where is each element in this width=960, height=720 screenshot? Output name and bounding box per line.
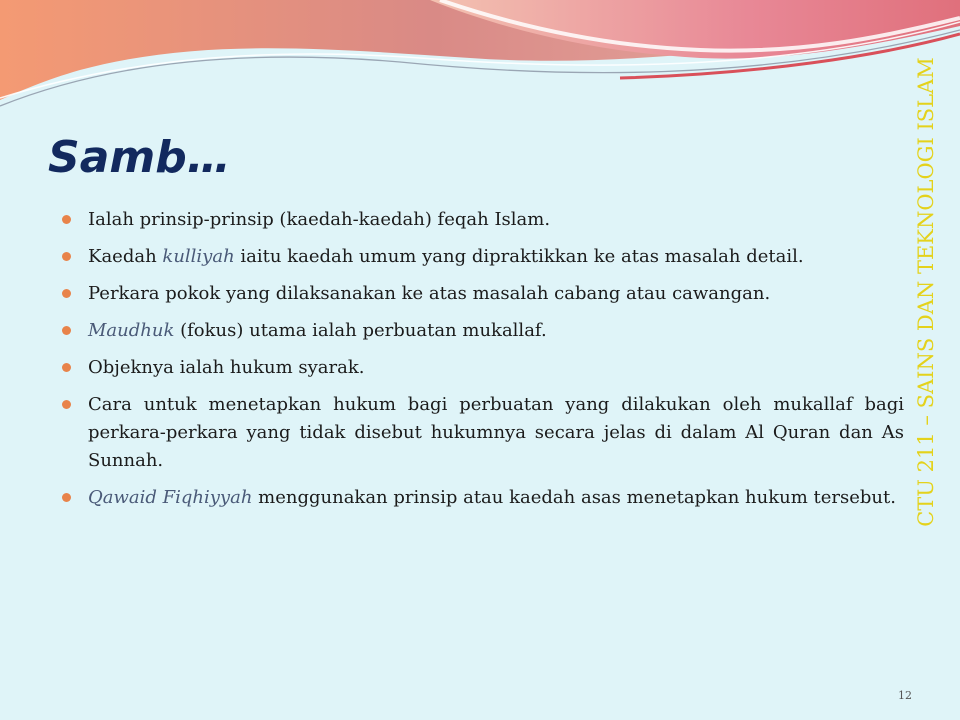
bullet-list [62,206,904,521]
bullet-text-2a: Kaedah [88,246,163,267]
bullet-text-4b: (fokus) utama ialah perbuatan mukallaf. [174,320,547,341]
bullet-text-2b: kulliyah [162,246,235,267]
bullet-text-7b: menggunakan prinsip atau kaedah asas menetapkan hukum tersebut. [252,487,896,508]
bullet-text-1: Ialah prinsip-prinsip (kaedah-kaedah) feqah Islam. [88,209,551,230]
bullet-text-2c: iaitu kaedah umum yang dipraktikkan ke atas masalah detail. [234,246,804,267]
bullet-dot-icon [62,493,71,502]
bullet-item [62,317,904,345]
bullet-dot-icon [62,252,71,261]
bullet-text-5: Objeknya ialah hukum syarak. [88,357,365,378]
decorative-wave-header [0,0,960,120]
slide-title: Samb… [48,132,231,183]
course-side-label: CTU 211 – SAINS DAN TEKNOLOGI ISLAM [914,57,938,527]
bullet-item [62,484,904,512]
bullet-text-7a: Qawaid Fiqhiyyah [88,487,253,508]
bullet-item [62,243,904,271]
bullet-dot-icon [62,289,71,298]
page-number: 12 [898,689,912,702]
bullet-dot-icon [62,326,71,335]
bullet-dot-icon [62,215,71,224]
bullet-item [62,206,904,234]
bullet-text-6: Cara untuk menetapkan hukum bagi perbuatan yang dilakukan oleh mukallaf bagi perkara-perkara yang tidak disebut hukumnya secara jelas di dalam Al Quran dan As Sunnah. [88,394,904,471]
bullet-item [62,280,904,308]
bullet-item [62,354,904,382]
bullet-item [62,391,904,475]
bullet-text-4a: Maudhuk [88,320,175,341]
bullet-dot-icon [62,400,71,409]
bullet-text-3: Perkara pokok yang dilaksanakan ke atas masalah cabang atau cawangan. [88,283,771,304]
bullet-dot-icon [62,363,71,372]
